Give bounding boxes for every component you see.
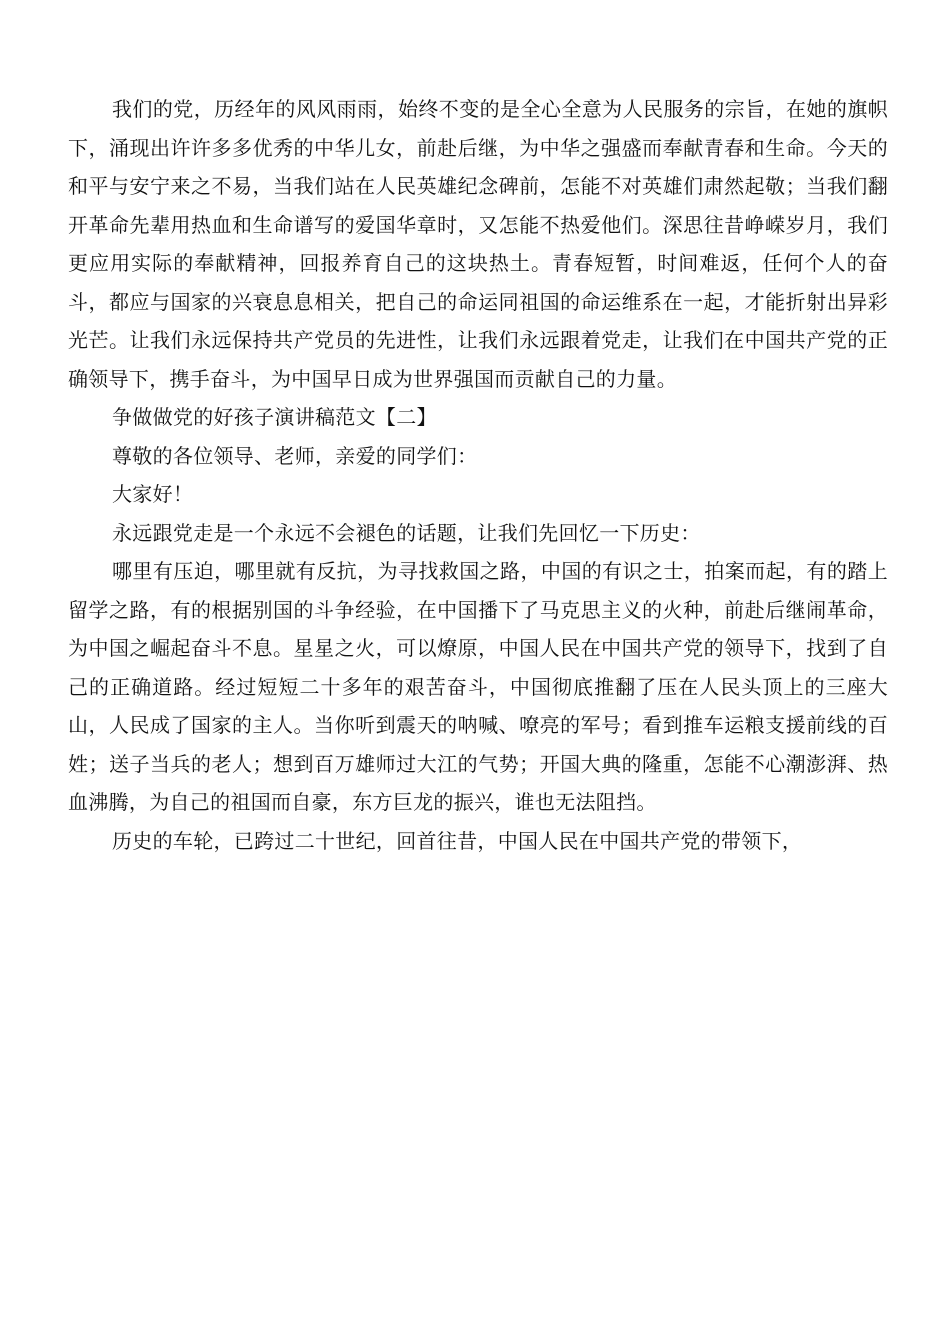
salutation: 尊敬的各位领导、老师，亲爱的同学们：	[112, 443, 478, 468]
paragraph-revolution-history: 哪里有压迫，哪里就有反抗，为寻找救国之路，中国的有识之士，拍案而起，有的踏上留学之路，有的根据别国的斗争经验，在中国播下了马克思主义的火种，前赴后继闹革命，为中国之崛起奋斗不息。星星之火，可以燎原，中国人民在中国共产党的领导下，找到了自己的正确道路。经过短短二十多年的艰苦奋斗，中国彻底推翻了压在人民头顶上的三座大山，人民成了国家的主人。当你听到震天的呐喊、嘹亮的军号；看到推车运粮支援前线的百姓；送子当兵的老人；想到百万雄师过大江的气势；开国大典的隆重，怎能不心潮澎湃、热血沸腾，为自己的祖国而自豪，东方巨龙的振兴，谁也无法阻挡。	[68, 559, 888, 814]
greeting: 大家好！	[112, 482, 194, 506]
section-heading: 争做做党的好孩子演讲稿范文【二】	[112, 405, 437, 429]
document-body	[68, 90, 888, 860]
intro-paragraph: 永远跟党走是一个永远不会褪色的话题，让我们先回忆一下历史：	[112, 520, 701, 545]
paragraph-party-history: 我们的党，历经年的风风雨雨，始终不变的是全心全意为人民服务的宗旨，在她的旗帜下，涌现出许许多多优秀的中华儿女，前赴后继，为中华之强盛而奉献青春和生命。今天的和平与安宁来之不易，当我们站在人民英雄纪念碑前，怎能不对英雄们肃然起敬；当我们翻开革命先辈用热血和生命谱写的爱国华章时，又怎能不热爱他们。深思往昔峥嵘岁月，我们更应用实际的奉献精神，回报养育自己的这块热土。青春短暂，时间难返，任何个人的奋斗，都应与国家的兴衰息息相关，把自己的命运同祖国的命运维系在一起，才能折射出异彩光芒。让我们永远保持共产党员的先进性，让我们永远跟着党走，让我们在中国共产党的正确领导下，携手奋斗，为中国早日成为世界强国而贡献自己的力量。	[68, 97, 888, 391]
paragraph-continuation: 历史的车轮，已跨过二十世纪，回首往昔，中国人民在中国共产党的带领下，	[112, 828, 803, 853]
